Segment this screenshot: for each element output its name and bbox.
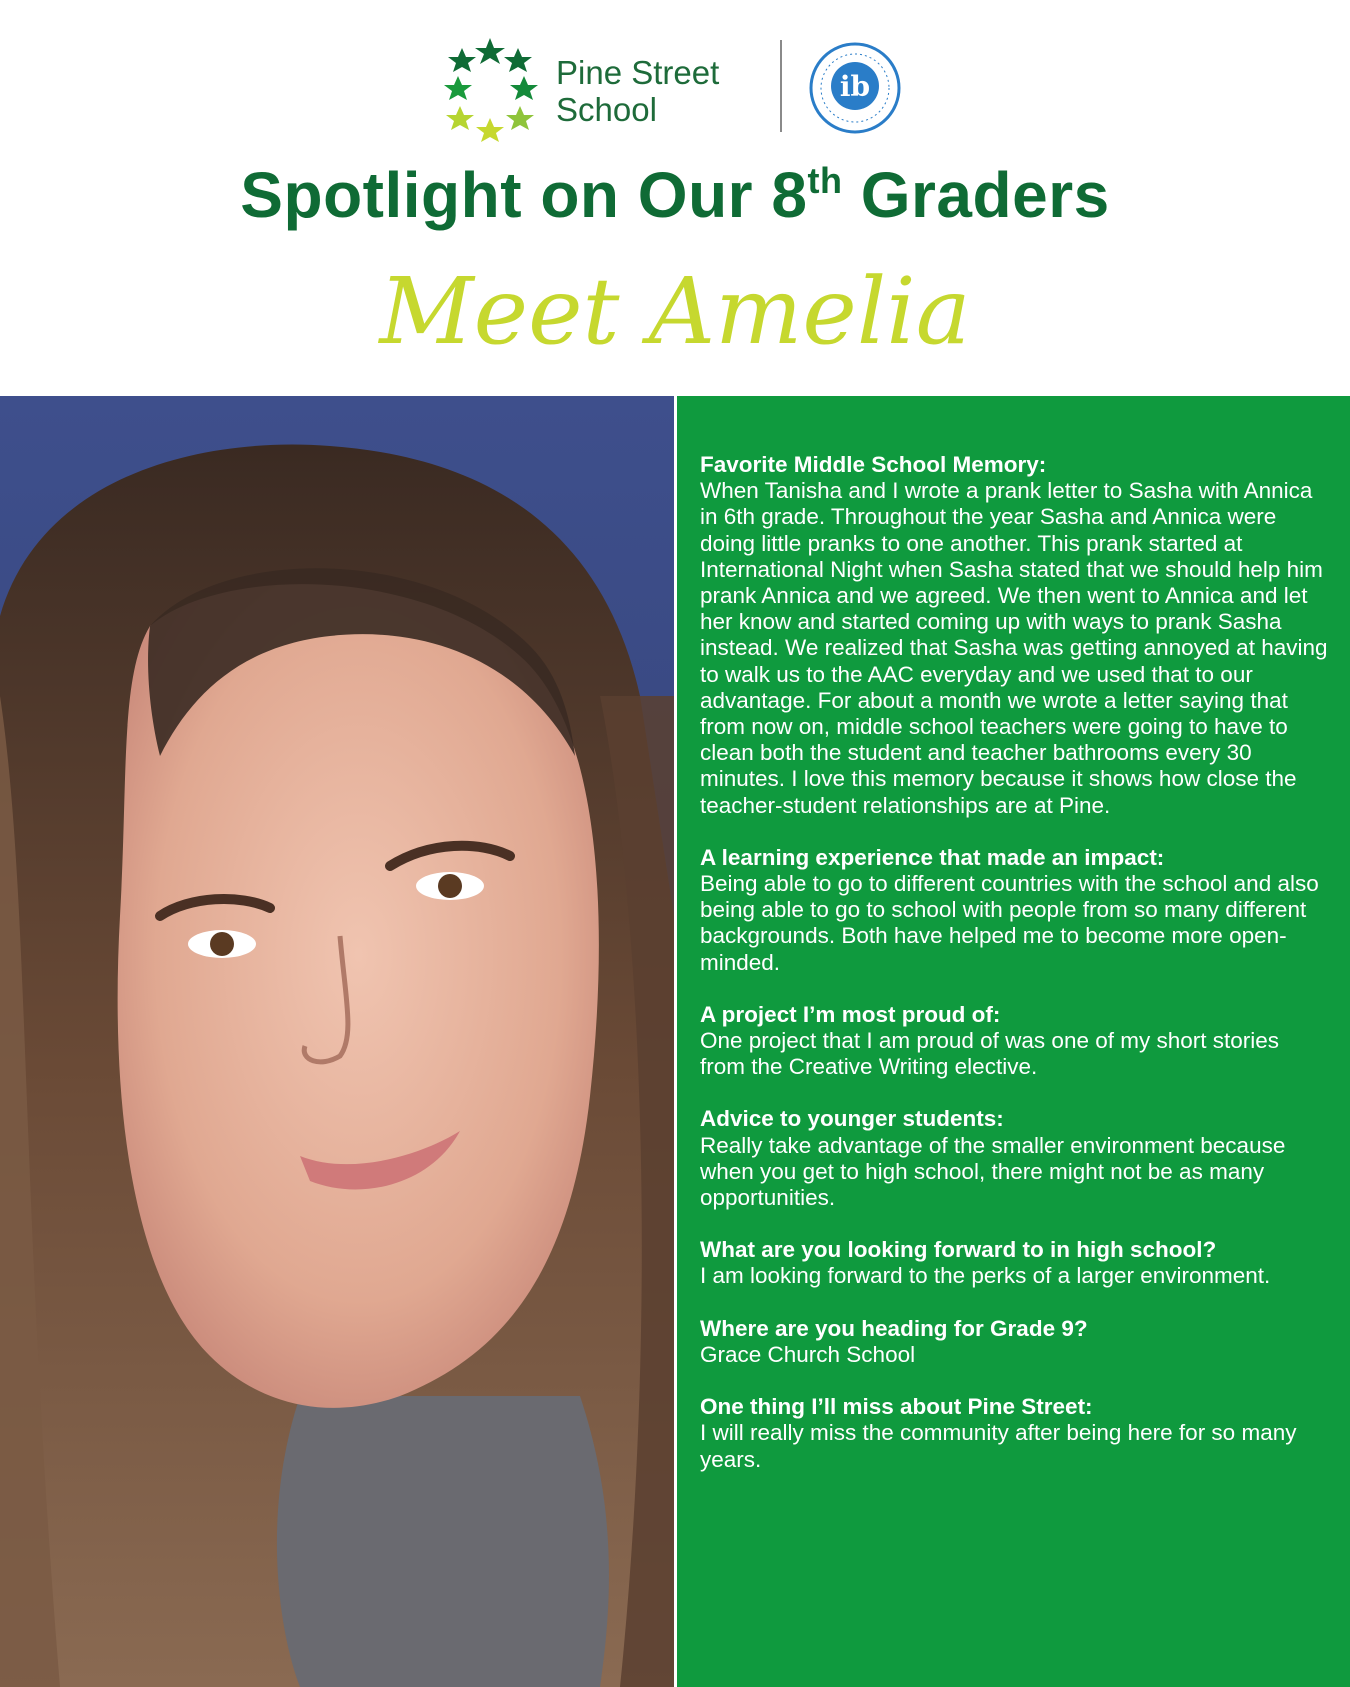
student-portrait xyxy=(0,396,674,1687)
answer: One project that I am proud of was one of my short stories from the Creative Writing elective. xyxy=(700,1028,1280,1080)
title-suffix: Graders xyxy=(842,159,1110,231)
question: What are you looking forward to in high school? xyxy=(700,1237,1217,1263)
school-logo xyxy=(440,36,719,146)
answer: Grace Church School xyxy=(700,1341,916,1367)
answer: I will really miss the community after being here for so many years. xyxy=(700,1420,1297,1472)
ib-world-school-seal-icon xyxy=(807,40,903,136)
logo-divider xyxy=(780,40,782,132)
ib-logo-text: ib xyxy=(839,70,871,103)
portrait-illustration xyxy=(0,396,674,1687)
school-name-line1: Pine Street xyxy=(556,54,720,91)
question: Advice to younger students: xyxy=(700,1106,1004,1132)
page-title xyxy=(0,158,1350,232)
profile-content xyxy=(700,452,1330,1499)
header xyxy=(0,0,1350,396)
school-name-line2: School xyxy=(556,91,657,128)
qa-high-school xyxy=(700,1237,1330,1289)
answer: Being able to go to different countries with the school and also being able to go to school with people from so many different backgrounds. Both have helped me to become more open-minded. xyxy=(700,871,1319,975)
qa-proud-project xyxy=(700,1002,1330,1081)
answer: I am looking forward to the perks of a larger environment. xyxy=(700,1263,1271,1289)
star-ring-icon xyxy=(440,36,540,146)
question: Where are you heading for Grade 9? xyxy=(700,1315,1088,1341)
student-name-title: Meet Amelia xyxy=(379,258,971,365)
qa-memory xyxy=(700,452,1330,819)
qa-learning-experience xyxy=(700,845,1330,976)
qa-advice xyxy=(700,1106,1330,1211)
answer: Really take advantage of the smaller environment because when you get to high school, there might not be as many opportunities. xyxy=(700,1132,1286,1211)
answer: When Tanisha and I wrote a prank letter to Sasha with Annica in 6th grade. Throughout the year Sasha and Annica were doing little pranks to one another. This prank started at International Night when Sasha stated that we should help him prank Annica and we agreed. We then went to Annica and let her know and started coming up with ways to prank Sasha instead. We realized that Sasha was getting annoyed at having to walk us to the AAC everyday and we used that to our advantage. For about a month we wrote a letter saying that from now on, middle school teachers were going to have to clean both the student and teacher bathrooms every 30 minutes. I love this memory because it shows how close the teacher-student relationships are at Pine. xyxy=(700,478,1328,818)
question: One thing I’ll miss about Pine Street: xyxy=(700,1394,1093,1420)
profile-panel xyxy=(677,396,1350,1687)
title-superscript: th xyxy=(807,160,843,201)
title-prefix: Spotlight on Our 8 xyxy=(240,159,808,231)
school-name xyxy=(556,54,719,128)
qa-miss xyxy=(700,1394,1330,1473)
qa-grade-9 xyxy=(700,1316,1330,1368)
question: A project I’m most proud of: xyxy=(700,1001,1001,1027)
question: Favorite Middle School Memory: xyxy=(700,452,1047,477)
question: A learning experience that made an impact: xyxy=(700,844,1165,870)
